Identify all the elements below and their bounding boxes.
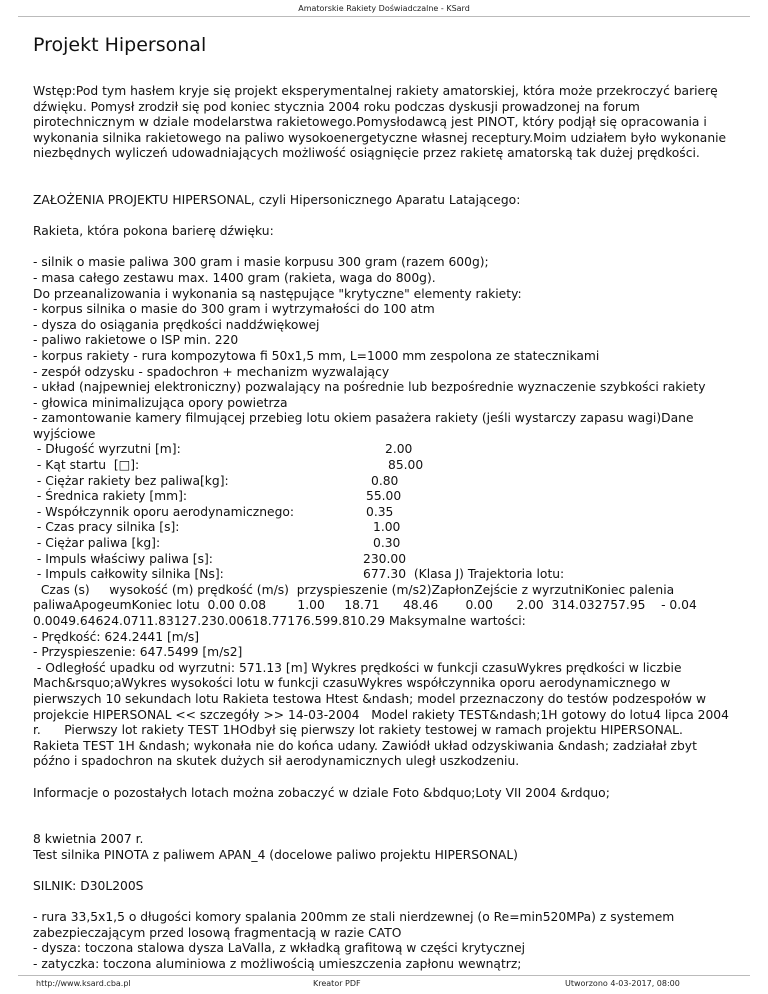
parameter-row: - Impuls właściwy paliwa [s]: 230.00 bbox=[33, 551, 407, 566]
parameter-row: - Średnica rakiety [mm]: 55.00 bbox=[33, 489, 402, 504]
parameter-row: - Ciężar paliwa [kg]: 0.30 bbox=[33, 536, 401, 551]
test-title: Test silnika PINOTA z paliwem APAN_4 (docelowe paliwo projektu HIPERSONAL) bbox=[33, 847, 518, 862]
list-item: - korpus silnika o masie do 300 gram i wytrzymałości do 100 atm bbox=[33, 302, 435, 317]
list-item: - dysza do osiągania prędkości naddźwiękowej bbox=[33, 317, 320, 332]
intro-paragraph: Wstęp:Pod tym hasłem kryje się projekt eksperymentalnej rakiety amatorskiej, która może przekroczyć barierę dźwięku. Pomysł zrodził się pod koniec stycznia 2004 roku podczas dyskusji prowadzonej na forum pirotechnicznym w dziale modelarstwa rakietowego.Pomysłodawcą jest PINOT, który podjął się opracowania i wykonania silnika rakietowego na paliwo wysokoenergetyczne własnej receptury.Moim udziałem było wykonanie niezbędnych wyliczeń udowadniających możliwość osiągnięcie przez rakietę amatorską tak dużej prędkości. bbox=[33, 84, 727, 161]
list-item: - dysza: toczona stalowa dysza LaValla, z wkładką grafitową w części krytycznej bbox=[33, 941, 526, 956]
parameters-list bbox=[33, 442, 733, 582]
date-line: 8 kwietnia 2007 r. bbox=[33, 832, 144, 847]
parameter-row: - Czas pracy silnika [s]: 1.00 bbox=[33, 520, 401, 535]
parameter-row: - Kąt startu [□]: 85.00 bbox=[33, 458, 424, 473]
footer-divider bbox=[18, 975, 750, 976]
page-header: Amatorskie Rakiety Doświadczalne - KSard bbox=[298, 4, 470, 13]
list-item: - głowica minimalizująca opory powietrza bbox=[33, 395, 288, 410]
list-item: Do przeanalizowania i wykonania są następujące "krytyczne" elementy rakiety: bbox=[33, 286, 522, 301]
trajectory-table: Czas (s) wysokość (m) prędkość (m/s) przyspieszenie (m/s2)ZapłonZejście z wyrzutniKoniec palenia paliwaApogeumKoniec lotu 0.00 0.08 1.00 18.71 48.46 0.00 2.00 314.032757.95 - 0.04 0.0049.64624.0711.83127.230.00618.77176.599.810.29 Maksymalne wartości: bbox=[33, 582, 701, 628]
list-item: - zamontowanie kamery filmującej przebieg lotu okiem pasażera rakiety (jeśli wystarczy zapasu wagi)Dane wyjściowe bbox=[33, 411, 694, 441]
list-item: - korpus rakiety - rura kompozytowa fi 50x1,5 mm, L=1000 mm zespolona ze statecznikami bbox=[33, 348, 600, 363]
max-value: - Przyspieszenie: 647.5499 [m/s2] bbox=[33, 645, 243, 660]
list-item: - zatyczka: toczona aluminiowa z możliwością umieszczenia zapłonu wewnątrz; bbox=[33, 956, 522, 971]
article-body bbox=[33, 84, 733, 972]
tests-paragraph: - Odległość upadku od wyrzutni: 571.13 [m] Wykres prędkości w funkcji czasuWykres prędkości w liczbie Mach&rsquo;aWykres wysokości lotu w funkcji czasuWykres współczynnika oporu aerodynamicznego w pierwszych 10 sekundach lotu Rakieta testowa Htest &ndash; model przeznaczony do testów podzespołów w projekcie HIPERSONAL << szczegóły >> 14-03-2004 Model rakiety TEST&ndash;1H gotowy do lotu4 lipca 2004 r. Pierwszy lot rakiety TEST 1HOdbył się pierwszy lot rakiety testowej w ramach projektu HIPERSONAL. Rakieta TEST 1H &ndash; wykonała nie do końca udany. Zawiódł układ odzyskiwania &ndash; zadziałał zbyt późno i spadochron na skutek dużych sił aerodynamicznych uległ uszkodzeniu. bbox=[33, 660, 733, 769]
list-item: - układ (najpewniej elektroniczny) pozwalający na pośrednie lub bezpośrednie wyznaczenie szybkości rakiety bbox=[33, 380, 706, 395]
header-divider bbox=[18, 16, 750, 17]
list-item: - zespół odzysku - spadochron + mechanizm wyzwalający bbox=[33, 364, 390, 379]
engine-line: SILNIK: D30L200S bbox=[33, 878, 144, 893]
parameter-row: - Impuls całkowity silnika [Ns]: 677.30 (Klasa J) Trajektoria lotu: bbox=[33, 567, 565, 582]
page-footer bbox=[0, 979, 768, 991]
footer-creator: Kreator PDF bbox=[313, 979, 361, 988]
max-value: - Prędkość: 624.2441 [m/s] bbox=[33, 629, 200, 644]
page-title: Projekt Hipersonal bbox=[33, 34, 207, 56]
assumptions-heading: ZAŁOŻENIA PROJEKTU HIPERSONAL, czyli Hipersonicznego Aparatu Latającego: bbox=[33, 192, 521, 207]
info-line: Informacje o pozostałych lotach można zobaczyć w dziale Foto &bdquo;Loty VII 2004 &rdquo; bbox=[33, 785, 610, 800]
list-item: - silnik o masie paliwa 300 gram i masie korpusu 300 gram (razem 600g); bbox=[33, 255, 489, 270]
parameter-row: - Długość wyrzutni [m]: 2.00 bbox=[33, 442, 413, 457]
list-item: - masa całego zestawu max. 1400 gram (rakieta, waga do 800g). bbox=[33, 270, 436, 285]
footer-url: http://www.ksard.cba.pl bbox=[36, 979, 131, 988]
list-item: - paliwo rakietowe o ISP min. 220 bbox=[33, 333, 239, 348]
parameter-row: - Współczynnik oporu aerodynamicznego: 0.35 bbox=[33, 504, 394, 519]
parameter-row: - Ciężar rakiety bez paliwa[kg]: 0.80 bbox=[33, 473, 399, 488]
footer-created: Utworzono 4-03-2017, 08:00 bbox=[565, 979, 680, 988]
list-item: - rura 33,5x1,5 o długości komory spalania 200mm ze stali nierdzewnej (o Re=min520MPa) z systemem zabezpieczającym przed losową fragmentacją w razie CATO bbox=[33, 910, 675, 940]
rocket-heading: Rakieta, która pokona barierę dźwięku: bbox=[33, 224, 274, 239]
